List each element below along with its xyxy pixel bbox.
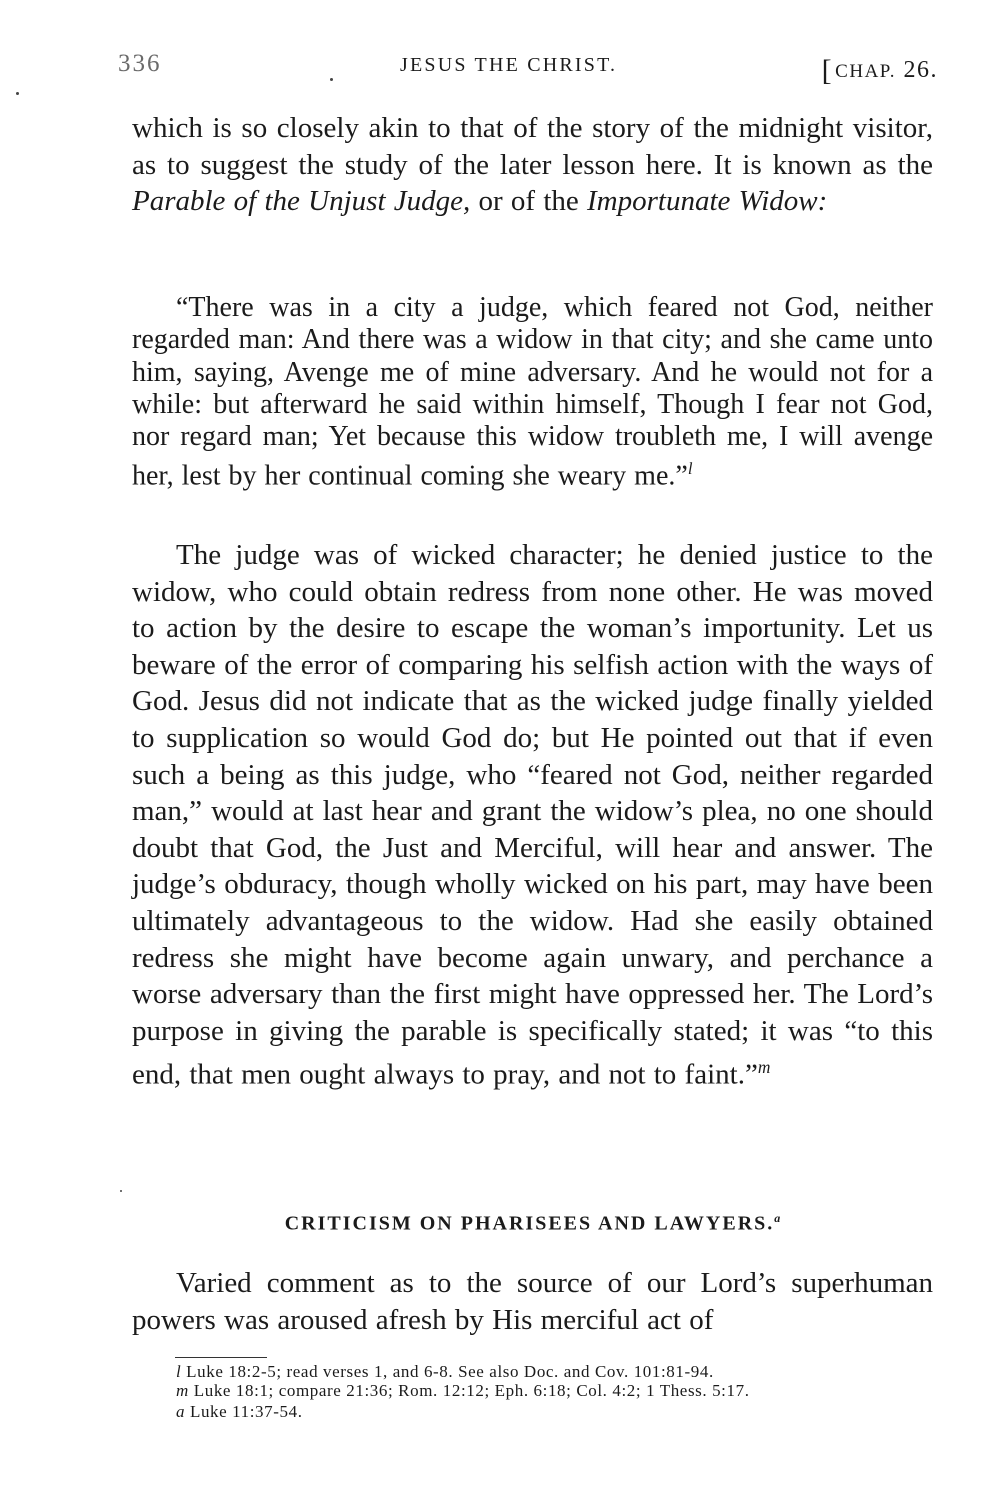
footnote-mark: a: [176, 1402, 186, 1421]
footnote-divider: [175, 1357, 267, 1358]
varied-comment-text: Varied comment as to the source of our Lord’s superhuman powers was aroused afresh by His merciful act of: [132, 1267, 933, 1336]
footnote-text: Luke 18:2-5; read verses 1, and 6-8. See also Doc. and Cov. 101:81-94.: [181, 1362, 714, 1381]
footnote-mark: l: [176, 1362, 182, 1381]
chapter-bracket: [: [821, 54, 834, 87]
paragraph-intro-text-1: which is so closely akin to that of the story of the midnight visitor, as to suggest the study of the later lesson here. It is known as the: [132, 112, 933, 181]
paragraph-intro-text-2: or of the: [470, 185, 588, 218]
footnote-a: [132, 1403, 933, 1422]
parable-title-unjust-judge: Parable of the Unjust Judge,: [132, 185, 471, 218]
paragraph-commentary: [132, 537, 933, 1094]
footnotes: [132, 1363, 933, 1422]
scan-speck: [16, 92, 19, 95]
footnote-l: [132, 1363, 933, 1382]
footnote-text: Luke 18:1; compare 21:36; Rom. 12:12; Eph. 6:18; Col. 4:2; 1 Thess. 5:17.: [188, 1380, 750, 1400]
chapter-label: [822, 51, 938, 85]
parable-title-importunate-widow: Importunate Widow:: [587, 185, 828, 218]
chapter-number: 26.: [903, 57, 938, 83]
footnote-m: [132, 1382, 933, 1401]
page-number: 336: [118, 50, 162, 77]
chapter-word: CHAP.: [835, 61, 896, 82]
footnote-ref-a[interactable]: a: [774, 1211, 781, 1225]
running-header: [118, 50, 938, 90]
section-heading-text: CRITICISM ON PHARISEES AND LAWYERS.: [284, 1212, 775, 1235]
paragraph-varied-comment: [132, 1265, 933, 1338]
scripture-quotation: [132, 292, 933, 493]
footnote-ref-m[interactable]: m: [757, 1057, 771, 1078]
scan-speck: [120, 1190, 122, 1192]
scan-speck: [330, 78, 333, 81]
footnote-text: Luke 11:37-54.: [185, 1402, 303, 1421]
commentary-text: The judge was of wicked character; he denied justice to the widow, who could obtain redress from none other. He was moved to action by the desire to escape the woman’s importunity. Let us beware of the error of comparing his selfish action with the ways of God. Jesus did not indicate that as the wicked judge finally yielded to supplication so would God do; but He pointed out that if even such a being as this judge, who “feared not God, neither regarded man,” would at last hear and grant the widow’s plea, no one should doubt that God, the Just and Merciful, will hear and answer. The judge’s obduracy, though wholly wicked on his part, may have been ultimately advantageous to the widow. Had she easily obtained redress she might have become again unwary, and perchance a worse adversary than the first might have oppressed her. The Lord’s purpose in giving the parable is specifically stated; it was “to this end, that men ought always to pray, and not to faint.”: [132, 539, 933, 1091]
paragraph-intro: [132, 110, 933, 220]
footnote-ref-l[interactable]: l: [687, 459, 693, 479]
footnote-mark: m: [176, 1380, 189, 1400]
quotation-text: “There was in a city a judge, which feared not God, neither regarded man: And there was a widow in that city; and she came unto him, saying, Avenge me of mine adversary. And he would not for a while: but afterward he said within himself, Though I fear not God, nor regard man; Yet because this widow troubleth me, I will avenge her, lest by her continual coming she weary me.”: [132, 292, 933, 492]
section-heading: [132, 1211, 933, 1236]
running-title: JESUS THE CHRIST.: [400, 54, 618, 76]
